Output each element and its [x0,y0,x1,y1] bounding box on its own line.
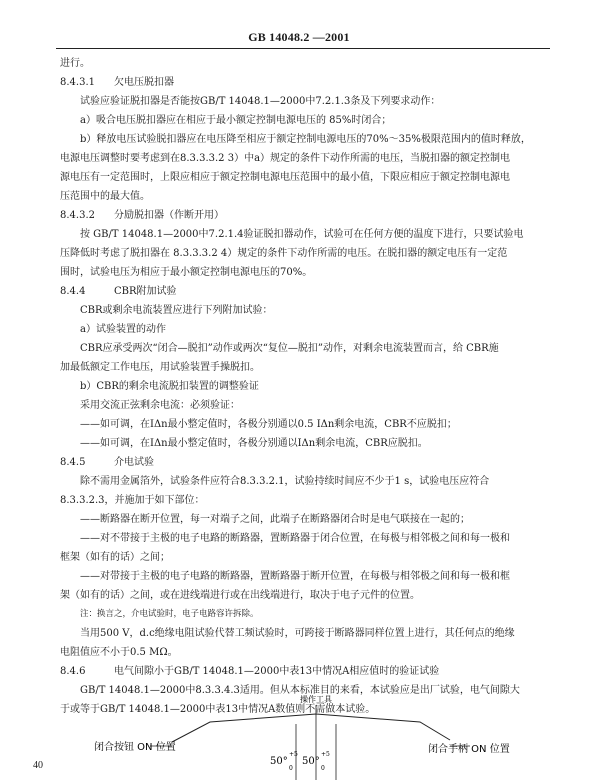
text-line: GB/T 14048.1—2000中8.3.3.4.3适用。但从本标准目的来看，本试验应是出厂试验，电气间隙大 [80,685,520,696]
text-line: ——如可调，在IΔn最小整定值时，各极分别通以0.5 IΔn剩余电流，CBR不应脱扣； [80,419,457,430]
section-title: 电气间隙小于GB/T 14048.1—2000中表13中情况A相应值时的验证试验 [114,666,440,677]
page-number: 40 [33,760,43,771]
text-line: a）吸合电压脱扣器应在相应于最小额定控制电源电压的 85%时闭合； [80,115,392,126]
section-heading [60,453,548,472]
section-title: 介电试验 [114,457,154,468]
text-line: a）试验装置的动作 [80,324,166,335]
text-line: 除不需用金属箔外，试验条件应符合8.3.3.2.1，试验持续时间应不少于1 s，试验电压应符合 [80,476,490,487]
text-line: 进行。 [60,58,90,69]
text-line: b）CBR的剩余电流脱扣装置的调整验证 [80,381,259,392]
text-line: 8.3.3.2.3，并施加于如下部位： [60,495,205,506]
text-line: 试验应验证脱扣器是否能按GB/T 14048.1—2000中7.2.1.3条及下列要求动作： [80,96,441,107]
section-heading [60,662,548,681]
section-heading [60,206,548,225]
diagram-title: 操作工具 [300,695,332,704]
section-number: 8.4.3.1 [60,77,95,88]
section-number: 8.4.4 [60,286,86,297]
text-line: 电阻值应不小于0.5 MΩ。 [60,647,178,658]
text-line: 采用交流正弦剩余电流：必须验证： [80,400,240,411]
text-line: 按 GB/T 14048.1—2000中7.2.1.4验证脱扣器动作，试验可在任何方便的温度下进行，只要试验电 [80,229,524,240]
text-line: 围时，试验电压为相应于最小额定控制电源电压的70%。 [60,267,313,278]
angle-left-tol-bottom: 0 [289,765,293,772]
section-title: 欠电压脱扣器 [114,77,174,88]
tool-outline [172,714,450,742]
angle-right-tol-top: +5 [321,751,330,758]
text-line: 源电压有一定范围时，上限应相应于额定控制电源电压范围中的最小值，下限应相应于额定控制电源电 [60,172,510,183]
right-label: 闭合手柄 ON 位置 [428,744,510,755]
note-line: 注：换言之，介电试验时，电子电路容许拆除。 [80,609,259,619]
angle-right-tol-bottom: 0 [321,765,325,772]
angle-left-tol-top: +5 [289,751,298,758]
text-line: ——对不带接于主极的电子电路的断路器，置断路器于闭合位置，在每极与相邻极之间和每一极和 [80,533,510,544]
section-heading [60,282,548,301]
text-line: 架（如有的话）之间，或在进线端进行或在出线端进行，取决于电子元件的位置。 [60,590,420,601]
angle-left: 50° [270,756,288,767]
text-line: 加最低额定工作电压，用试验装置手操脱扣。 [60,362,260,373]
section-number: 8.4.5 [60,457,86,468]
text-line: CBR或剩余电流装置应进行下列附加试验： [80,305,273,316]
text-line: ——如可调，在IΔn最小整定值时，各极分别通以IΔn剩余电流，CBR应脱扣。 [80,438,428,449]
text-line: 压范围中的最大值。 [60,191,150,202]
section-number: 8.4.6 [60,666,86,677]
left-label: 闭合按钮 ON 位置 [94,742,176,753]
text-line: 框架（如有的话）之间； [60,552,170,563]
section-heading [60,73,548,92]
header-rule [56,48,550,49]
angle-right: 50° [302,756,320,767]
document-body [60,54,548,719]
text-line: 当用500 V，d.c绝缘电阻试验代替工频试验时，可跨接于断路器同样位置上进行，其任何点的绝缘 [80,628,515,639]
text-line: ——断路器在断开位置，每一对端子之间，此端子在断路器闭合时是电气联接在一起的； [80,514,470,525]
section-title: 分励脱扣器（作断开用） [114,210,224,221]
text-line: 电源电压调整时要考虑到在8.3.3.3.2 3）中a）规定的条件下动作所需的电压，当脱扣器的额定控制电 [60,153,511,164]
text-line: 压降低时考虑了脱扣器在 8.3.3.3.2 4）规定的条件下动作所需的电压。在脱扣器的额定电压有一定范 [60,248,508,259]
section-title: CBR附加试验 [114,286,177,297]
text-line: 于或等于GB/T 14048.1—2000中表13中情况A数值则不需做本试验。 [60,704,376,715]
text-line: ——对带接于主极的电子电路的断路器，置断路器于断开位置，在每极与相邻极之间和每一极和框 [80,571,510,582]
section-number: 8.4.3.2 [60,210,95,221]
document-header: GB 14048.2 —2001 [248,30,350,44]
text-line: b）释放电压试验脱扣器应在电压降至相应于额定控制电源电压的70%～35%极限范围内的值时释放， [80,134,531,145]
text-line: CBR应承受两次“闭合—脱扣”动作或两次“复位—脱扣”动作，对剩余电流装置而言，给 CBR施 [80,343,499,354]
operating-tool-diagram [0,680,598,780]
